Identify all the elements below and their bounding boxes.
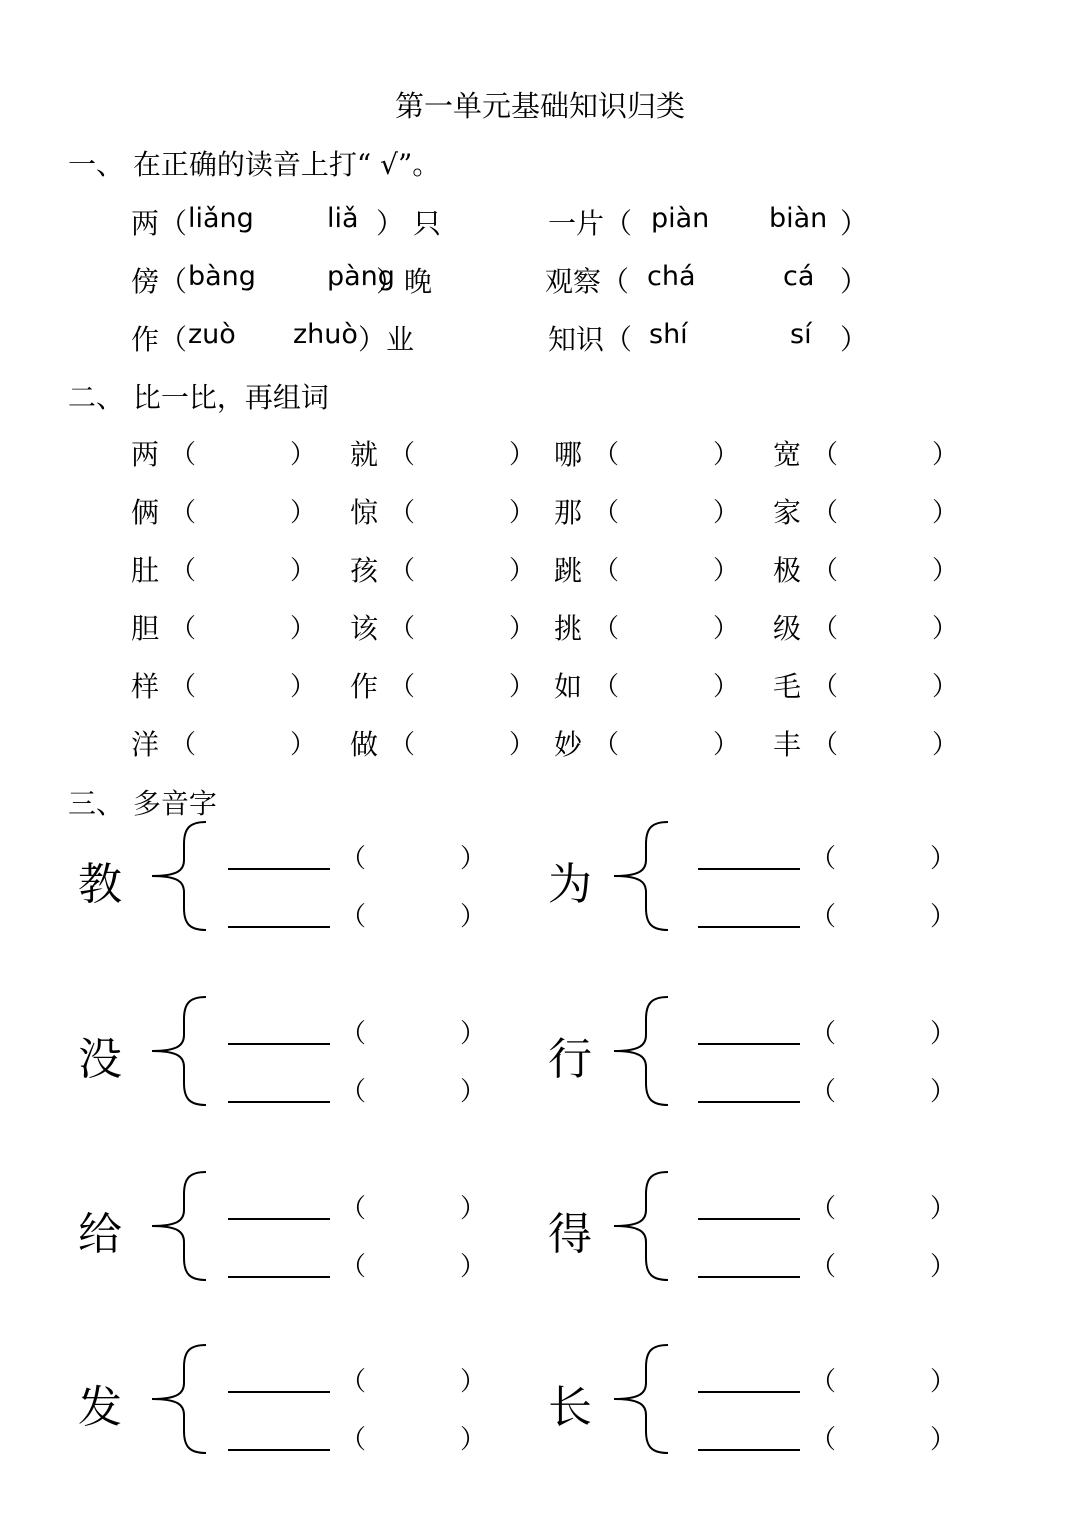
open-paren: （ [340,902,367,932]
close-paren: ） [932,672,959,702]
word-blank[interactable] [844,723,930,757]
close-paren: ） [713,440,740,470]
close-paren: ） [460,844,487,874]
open-paren: （ [389,614,416,644]
open-paren: （ [810,1252,837,1282]
answer-line[interactable] [698,1276,800,1278]
open-paren: （ [340,1019,367,1049]
word-blank[interactable] [421,607,507,641]
polyphone-char: 教 [78,859,122,910]
curly-brace [150,820,210,932]
pinyin-option-b[interactable]: cá [783,261,815,292]
word-blank[interactable] [421,491,507,525]
word-blank[interactable] [625,491,711,525]
polyphone-char: 为 [548,859,592,910]
close-paren: ） [713,498,740,528]
answer-line[interactable] [228,868,330,870]
section-2-heading: 二、 比一比，再组词 [68,381,329,414]
close-paren: ） [290,672,317,702]
close-paren: ） [290,498,317,528]
close-paren: ） [713,614,740,644]
polyphone-char: 没 [78,1034,122,1085]
compare-char: 哪 [554,438,583,471]
close-paren: ） [460,1019,487,1049]
open-paren: （ [810,1194,837,1224]
open-paren: （ [389,440,416,470]
compare-char: 挑 [554,612,583,645]
compare-char: 跳 [554,554,583,587]
open-paren: （ [170,440,197,470]
pinyin-blank[interactable] [840,894,928,928]
word-blank[interactable] [844,549,930,583]
open-paren: （ [340,1367,367,1397]
pinyin-item-prefix: 知识（ [548,323,633,356]
word-blank[interactable] [421,549,507,583]
compare-char: 那 [554,496,583,529]
pinyin-option-b[interactable]: biàn [769,203,828,234]
pinyin-item-prefix: 观察（ [545,265,630,298]
close-paren: ） [509,440,536,470]
pinyin-option-a[interactable]: chá [647,261,696,292]
curly-brace [612,820,672,932]
close-paren: ） [930,1077,957,1107]
close-paren: ） [460,902,487,932]
close-paren: ） [932,556,959,586]
compare-char: 肚 [131,554,160,587]
close-paren: ） [509,614,536,644]
open-paren: （ [389,672,416,702]
open-paren: （ [593,672,620,702]
pinyin-item-prefix: 作（ [131,323,188,356]
page-title: 第一单元基础知识归类 [395,89,686,123]
pinyin-blank[interactable] [370,894,458,928]
pinyin-option-a[interactable]: liǎng [188,203,254,234]
pinyin-option-b[interactable]: sí [790,319,812,350]
close-paren: ） [713,556,740,586]
word-blank[interactable] [202,549,288,583]
word-blank[interactable] [202,607,288,641]
pinyin-item-suffix: ） 只 [376,207,441,240]
open-paren: （ [593,730,620,760]
open-paren: （ [593,556,620,586]
close-paren: ） [932,440,959,470]
answer-line[interactable] [698,1043,800,1045]
compare-char: 宽 [773,438,802,471]
pinyin-item-suffix: ） [840,323,869,356]
open-paren: （ [389,730,416,760]
open-paren: （ [340,844,367,874]
answer-line[interactable] [698,1391,800,1393]
polyphone-char: 长 [548,1382,592,1433]
open-paren: （ [340,1425,367,1455]
pinyin-item-suffix: ） [840,265,869,298]
pinyin-item-suffix: ）晚 [376,265,433,298]
compare-char: 作 [350,670,379,703]
word-blank[interactable] [625,607,711,641]
open-paren: （ [170,672,197,702]
close-paren: ） [930,1252,957,1282]
open-paren: （ [170,556,197,586]
compare-char: 样 [131,670,160,703]
compare-char: 就 [350,438,379,471]
pinyin-option-b[interactable]: pàng [327,261,395,292]
curly-brace [612,1170,672,1282]
open-paren: （ [389,556,416,586]
word-blank[interactable] [625,723,711,757]
answer-line[interactable] [698,1101,800,1103]
open-paren: （ [812,440,839,470]
polyphone-char: 行 [548,1034,592,1085]
pinyin-blank[interactable] [370,836,458,870]
pinyin-option-a[interactable]: piàn [651,203,710,234]
close-paren: ） [932,498,959,528]
compare-char: 俩 [131,496,160,529]
section-3-heading: 三、 多音字 [68,787,217,820]
answer-line[interactable] [698,1218,800,1220]
open-paren: （ [170,730,197,760]
pinyin-blank[interactable] [370,1011,458,1045]
close-paren: ） [930,1194,957,1224]
pinyin-blank[interactable] [370,1186,458,1220]
close-paren: ） [930,1019,957,1049]
close-paren: ） [713,672,740,702]
pinyin-option-b[interactable]: zhuò [293,319,358,350]
word-blank[interactable] [844,665,930,699]
pinyin-option-b[interactable]: liǎ [327,203,359,234]
open-paren: （ [389,498,416,528]
answer-line[interactable] [698,868,800,870]
open-paren: （ [810,1077,837,1107]
pinyin-item-prefix: 一片（ [548,207,633,240]
compare-char: 孩 [350,554,379,587]
compare-char: 两 [131,438,160,471]
open-paren: （ [812,730,839,760]
open-paren: （ [810,902,837,932]
close-paren: ） [460,1194,487,1224]
pinyin-blank[interactable] [840,1069,928,1103]
word-blank[interactable] [202,433,288,467]
open-paren: （ [812,498,839,528]
open-paren: （ [170,498,197,528]
pinyin-blank[interactable] [840,1186,928,1220]
pinyin-option-a[interactable]: bàng [188,261,256,292]
close-paren: ） [509,498,536,528]
open-paren: （ [810,1019,837,1049]
close-paren: ） [290,556,317,586]
curly-brace [150,995,210,1107]
open-paren: （ [593,440,620,470]
compare-char: 级 [773,612,802,645]
compare-char: 毛 [773,670,802,703]
compare-char: 家 [773,496,802,529]
pinyin-item-prefix: 两（ [131,207,188,240]
pinyin-option-a[interactable]: shí [649,319,688,350]
curly-brace [150,1343,210,1455]
pinyin-blank[interactable] [840,1417,928,1451]
word-blank[interactable] [421,723,507,757]
word-blank[interactable] [421,433,507,467]
close-paren: ） [460,1425,487,1455]
open-paren: （ [812,672,839,702]
pinyin-blank[interactable] [840,1359,928,1393]
close-paren: ） [932,614,959,644]
section-1-heading: 一、 在正确的读音上打“ √”。 [68,148,441,181]
close-paren: ） [460,1077,487,1107]
answer-line[interactable] [228,1101,330,1103]
answer-line[interactable] [228,1218,330,1220]
close-paren: ） [932,730,959,760]
curly-brace [150,1170,210,1282]
compare-char: 妙 [554,728,583,761]
close-paren: ） [509,730,536,760]
close-paren: ） [930,1367,957,1397]
word-blank[interactable] [421,665,507,699]
compare-char: 丰 [773,728,802,761]
polyphone-char: 给 [78,1209,122,1260]
compare-char: 胆 [131,612,160,645]
word-blank[interactable] [844,607,930,641]
open-paren: （ [340,1252,367,1282]
pinyin-blank[interactable] [840,1011,928,1045]
open-paren: （ [340,1194,367,1224]
pinyin-item-suffix: ）业 [358,323,415,356]
word-blank[interactable] [202,665,288,699]
answer-line[interactable] [228,926,330,928]
close-paren: ） [460,1367,487,1397]
compare-char: 惊 [350,496,379,529]
open-paren: （ [810,844,837,874]
compare-char: 洋 [131,728,160,761]
word-blank[interactable] [625,549,711,583]
compare-char: 该 [350,612,379,645]
open-paren: （ [340,1077,367,1107]
polyphone-char: 得 [548,1209,592,1260]
pinyin-option-a[interactable]: zuò [188,319,236,350]
close-paren: ） [509,672,536,702]
curly-brace [612,1343,672,1455]
open-paren: （ [812,556,839,586]
close-paren: ） [930,1425,957,1455]
answer-line[interactable] [228,1449,330,1451]
word-blank[interactable] [844,491,930,525]
close-paren: ） [290,440,317,470]
open-paren: （ [812,614,839,644]
compare-char: 极 [773,554,802,587]
pinyin-blank[interactable] [840,836,928,870]
pinyin-blank[interactable] [370,1069,458,1103]
close-paren: ） [930,844,957,874]
answer-line[interactable] [228,1043,330,1045]
pinyin-blank[interactable] [370,1359,458,1393]
compare-char: 如 [554,670,583,703]
answer-line[interactable] [698,926,800,928]
open-paren: （ [170,614,197,644]
curly-brace [612,995,672,1107]
close-paren: ） [930,902,957,932]
word-blank[interactable] [202,723,288,757]
word-blank[interactable] [625,433,711,467]
answer-line[interactable] [228,1276,330,1278]
close-paren: ） [460,1252,487,1282]
open-paren: （ [593,614,620,644]
pinyin-blank[interactable] [840,1244,928,1278]
answer-line[interactable] [228,1391,330,1393]
pinyin-blank[interactable] [370,1244,458,1278]
open-paren: （ [810,1425,837,1455]
word-blank[interactable] [844,433,930,467]
close-paren: ） [713,730,740,760]
open-paren: （ [810,1367,837,1397]
pinyin-blank[interactable] [370,1417,458,1451]
polyphone-char: 发 [78,1382,122,1433]
pinyin-item-suffix: ） [840,207,869,240]
pinyin-item-prefix: 傍（ [131,265,188,298]
close-paren: ） [290,730,317,760]
answer-line[interactable] [698,1449,800,1451]
close-paren: ） [290,614,317,644]
word-blank[interactable] [202,491,288,525]
compare-char: 做 [350,728,379,761]
word-blank[interactable] [625,665,711,699]
open-paren: （ [593,498,620,528]
close-paren: ） [509,556,536,586]
